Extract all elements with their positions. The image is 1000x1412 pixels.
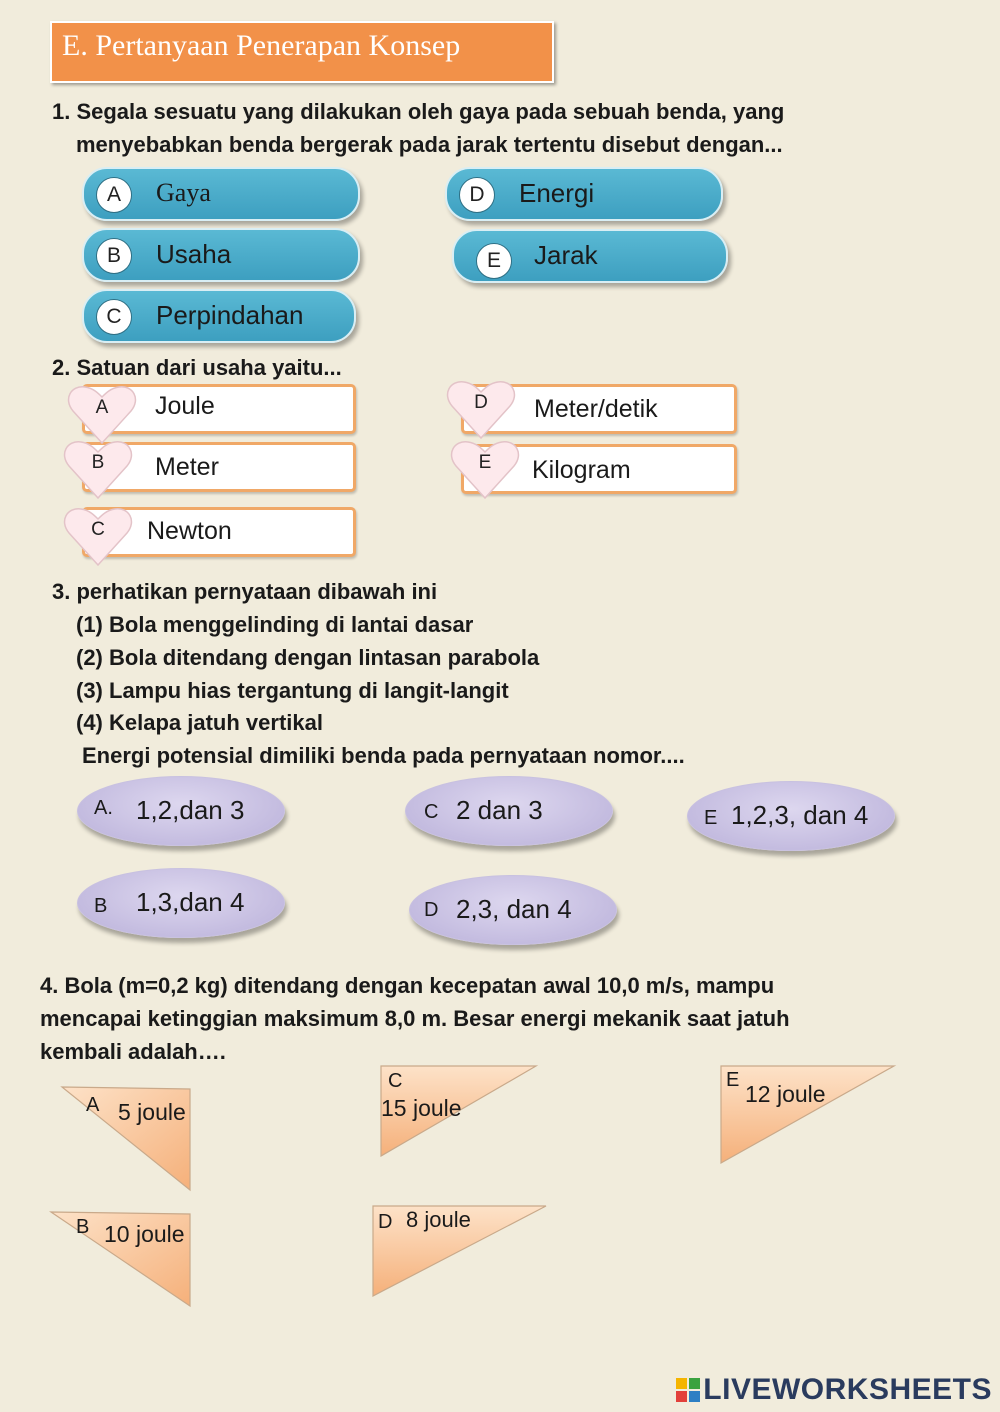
option-letter: D [459, 177, 495, 213]
option-text: Energi [519, 178, 595, 208]
q4-option-a-letter: A [86, 1094, 100, 1116]
question-4-line-3: kembali adalah…. [40, 1039, 226, 1064]
option-letter: B [91, 452, 105, 473]
option-text: Newton [147, 517, 232, 545]
q4-option-e-text: 12 joule [745, 1081, 826, 1107]
question-3-line-5: (4) Kelapa jatuh vertikal [76, 710, 323, 735]
option-letter: B [96, 238, 132, 274]
question-4-line-1: 4. Bola (m=0,2 kg) ditendang dengan kecepatan awal 10,0 m/s, mampu [40, 973, 775, 998]
option-text: 1,2,3, dan 4 [731, 800, 869, 830]
option-letter: E [476, 243, 512, 279]
option-letter: A. [94, 797, 113, 819]
option-text: 1,2,dan 3 [136, 795, 245, 825]
question-3-line-2: (1) Bola menggelinding di lantai dasar [76, 612, 474, 637]
question-1-line-2: menyebabkan benda bergerak pada jarak tertentu disebut dengan... [76, 132, 783, 157]
option-letter: C [424, 801, 439, 823]
question-3-line-3: (2) Bola ditendang dengan lintasan parabola [76, 645, 540, 670]
option-text: Meter/detik [534, 395, 658, 423]
section-header [50, 21, 554, 83]
option-letter: E [478, 452, 492, 473]
q4-option-d-text: 8 joule [406, 1207, 471, 1232]
q4-option-e-letter: E [726, 1069, 740, 1091]
option-letter: C [96, 299, 132, 335]
liveworksheets-logo [676, 1373, 992, 1407]
option-letter: B [94, 895, 108, 917]
question-1-line-1: 1. Segala sesuatu yang dilakukan oleh gaya pada sebuah benda, yang [52, 99, 785, 124]
heart-icon [67, 383, 137, 445]
q1-option-c[interactable] [82, 289, 356, 343]
option-letter: A [96, 177, 132, 213]
question-3-line-6: Energi potensial dimiliki benda pada pernyataan nomor.... [82, 743, 685, 768]
option-letter: A [95, 397, 109, 418]
q4-option-d-letter: D [378, 1211, 393, 1233]
heart-icon [446, 378, 516, 440]
option-text: Usaha [156, 239, 232, 269]
q3-option-b[interactable] [77, 868, 285, 938]
question-2-text: 2. Satuan dari usaha yaitu... [52, 355, 342, 380]
question-4-line-2: mencapai ketinggian maksimum 8,0 m. Besar energi mekanik saat jatuh [40, 1006, 790, 1031]
heart-icon [450, 438, 520, 500]
option-text: 2 dan 3 [456, 795, 543, 825]
option-letter: C [91, 519, 105, 540]
q1-option-d[interactable] [445, 167, 723, 221]
q4-option-b-letter: B [76, 1216, 90, 1238]
q4-option-a-text: 5 joule [118, 1099, 186, 1125]
question-3-line-4: (3) Lampu hias tergantung di langit-langit [76, 678, 509, 703]
option-text: 2,3, dan 4 [456, 894, 572, 924]
q3-option-e[interactable] [687, 781, 895, 851]
q4-option-c-letter: C [388, 1070, 403, 1092]
option-text: Joule [155, 392, 215, 420]
option-letter: E [704, 807, 718, 829]
q1-option-e[interactable] [452, 229, 728, 283]
section-title: E. Pertanyaan Penerapan Konsep [62, 29, 461, 62]
q4-option-c-text: 15 joule [381, 1095, 462, 1121]
question-3-line-1: 3. perhatikan pernyataan dibawah ini [52, 579, 438, 604]
q3-option-c[interactable] [405, 776, 613, 846]
q3-option-d[interactable] [409, 875, 617, 945]
option-letter: D [424, 899, 439, 921]
option-letter: D [474, 392, 488, 413]
option-text: 1,3,dan 4 [136, 887, 245, 917]
q1-option-b[interactable] [82, 228, 360, 282]
logo-mark-icon [676, 1378, 700, 1402]
option-text: Gaya [156, 178, 211, 207]
option-text: Meter [155, 453, 219, 481]
q4-option-b-text: 10 joule [104, 1221, 185, 1247]
heart-icon [63, 505, 133, 567]
option-text: Jarak [534, 240, 598, 270]
q1-option-a[interactable] [82, 167, 360, 221]
q4-option-e[interactable] [718, 1063, 898, 1167]
heart-icon [63, 438, 133, 500]
logo-text: LIVEWORKSHEETS [703, 1373, 992, 1406]
option-text: Perpindahan [156, 300, 304, 330]
q3-option-a[interactable] [77, 776, 285, 846]
option-text: Kilogram [532, 456, 631, 484]
